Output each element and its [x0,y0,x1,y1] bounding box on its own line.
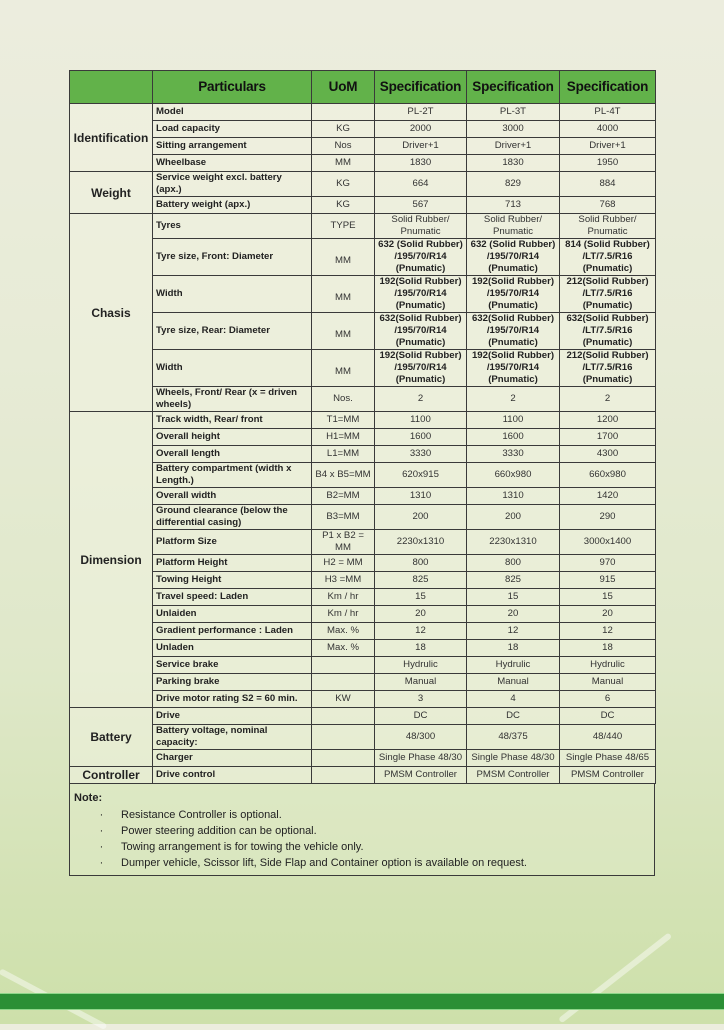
unit-of-measure: MM [312,313,375,350]
spec-value-1: 1830 [375,155,467,172]
parameter-name: Battery compartment (width x Length.) [153,463,312,488]
unit-of-measure: Km / hr [312,606,375,623]
table-row [70,750,656,767]
spec-value-1: 12 [375,623,467,640]
bullet-icon: · [99,857,104,869]
parameter-name: Tyre size, Rear: Diameter [153,313,312,350]
unit-of-measure: KG [312,172,375,197]
spec-value-3: PMSM Controller [560,767,656,784]
spec-value-1: 1310 [375,488,467,505]
table-row [70,623,656,640]
spec-value-2: 3000 [467,121,560,138]
header-spec-1: Specification [375,71,467,104]
table-body [70,104,656,784]
spec-value-1: 664 [375,172,467,197]
parameter-name: Model [153,104,312,121]
unit-of-measure: Nos. [312,387,375,412]
unit-of-measure: L1=MM [312,446,375,463]
spec-value-1: 15 [375,589,467,606]
spec-value-2: 632 (Solid Rubber) /195/70/R14 (Pnumatic) [467,239,560,276]
header-particulars: Particulars [153,71,312,104]
unit-of-measure: P1 x B2 = MM [312,530,375,555]
spec-value-1: 200 [375,505,467,530]
bullet-icon: · [99,809,104,821]
table-row [70,463,656,488]
unit-of-measure: Nos [312,138,375,155]
table-row [70,214,656,239]
spec-value-1: Driver+1 [375,138,467,155]
parameter-name: Sitting arrangement [153,138,312,155]
table-row [70,606,656,623]
unit-of-measure: B3=MM [312,505,375,530]
unit-of-measure [312,708,375,725]
spec-value-3: 884 [560,172,656,197]
spec-value-3: 290 [560,505,656,530]
spec-value-2: Single Phase 48/30 [467,750,560,767]
table-row [70,197,656,214]
table-row [70,121,656,138]
spec-value-1: 1600 [375,429,467,446]
header-spec-2: Specification [467,71,560,104]
unit-of-measure: H1=MM [312,429,375,446]
spec-value-3: DC [560,708,656,725]
unit-of-measure: MM [312,155,375,172]
spec-value-3: 4000 [560,121,656,138]
group-label: Identification [70,104,153,172]
spec-value-1: 1100 [375,412,467,429]
unit-of-measure [312,674,375,691]
unit-of-measure: TYPE [312,214,375,239]
spec-value-2: 1830 [467,155,560,172]
spec-value-2: PMSM Controller [467,767,560,784]
spec-value-2: 200 [467,505,560,530]
spec-value-1: Manual [375,674,467,691]
unit-of-measure: MM [312,239,375,276]
spec-value-1: PMSM Controller [375,767,467,784]
spec-value-3: 660x980 [560,463,656,488]
spec-value-1: DC [375,708,467,725]
spec-value-3: 4300 [560,446,656,463]
spec-value-3: Driver+1 [560,138,656,155]
table-row [70,446,656,463]
header-group [70,71,153,104]
unit-of-measure [312,767,375,784]
table-row [70,412,656,429]
spec-value-3: 212(Solid Rubber) /LT/7.5/R16 (Pnumatic) [560,350,656,387]
spec-value-3: 970 [560,555,656,572]
note-section [69,784,655,876]
parameter-name: Battery weight (apx.) [153,197,312,214]
spec-value-2: 1310 [467,488,560,505]
parameter-name: Parking brake [153,674,312,691]
spec-value-3: Hydrulic [560,657,656,674]
parameter-name: Ground clearance (below the differential casing) [153,505,312,530]
spec-value-2: 3330 [467,446,560,463]
group-label: Battery [70,708,153,767]
spec-value-2: 4 [467,691,560,708]
spec-value-3: 1700 [560,429,656,446]
parameter-name: Width [153,350,312,387]
spec-value-2: 2 [467,387,560,412]
footer-green-band [0,993,724,1010]
table-row [70,276,656,313]
unit-of-measure: Km / hr [312,589,375,606]
spec-value-2: 48/375 [467,725,560,750]
spec-value-2: 829 [467,172,560,197]
spec-value-1: 3 [375,691,467,708]
table-row [70,530,656,555]
spec-value-3: Single Phase 48/65 [560,750,656,767]
table-row [70,555,656,572]
table-row [70,708,656,725]
unit-of-measure: T1=MM [312,412,375,429]
table-row [70,313,656,350]
spec-value-2: Hydrulic [467,657,560,674]
header-spec-3: Specification [560,71,656,104]
parameter-name: Travel speed: Laden [153,589,312,606]
table-row [70,155,656,172]
parameter-name: Track width, Rear/ front [153,412,312,429]
header-uom: UoM [312,71,375,104]
unit-of-measure: H3 =MM [312,572,375,589]
spec-value-2: Driver+1 [467,138,560,155]
table-row [70,725,656,750]
unit-of-measure: B4 x B5=MM [312,463,375,488]
parameter-name: Unlaiden [153,606,312,623]
parameter-name: Unladen [153,640,312,657]
spec-value-2: Solid Rubber/ Pnumatic [467,214,560,239]
table-row [70,589,656,606]
spec-value-2: Manual [467,674,560,691]
unit-of-measure: Max. % [312,640,375,657]
spec-value-1: 825 [375,572,467,589]
spec-value-2: 192(Solid Rubber) /195/70/R14 (Pnumatic) [467,350,560,387]
parameter-name: Overall width [153,488,312,505]
parameter-name: Overall height [153,429,312,446]
table-row [70,104,656,121]
unit-of-measure: B2=MM [312,488,375,505]
spec-value-3: 12 [560,623,656,640]
parameter-name: Wheels, Front/ Rear (x = driven wheels) [153,387,312,412]
table-row [70,572,656,589]
unit-of-measure: KW [312,691,375,708]
spec-value-1: 192(Solid Rubber) /195/70/R14 (Pnumatic) [375,276,467,313]
spec-value-1: 18 [375,640,467,657]
parameter-name: Load capacity [153,121,312,138]
spec-value-1: 2000 [375,121,467,138]
spec-value-3: Manual [560,674,656,691]
unit-of-measure [312,657,375,674]
spec-value-1: PL-2T [375,104,467,121]
spec-value-3: 2 [560,387,656,412]
table-row [70,691,656,708]
parameter-name: Tyre size, Front: Diameter [153,239,312,276]
bullet-icon: · [99,825,104,837]
spec-value-1: 800 [375,555,467,572]
spec-value-3: 814 (Solid Rubber) /LT/7.5/R16 (Pnumatic) [560,239,656,276]
group-label: Controller [70,767,153,784]
spec-value-1: Single Phase 48/30 [375,750,467,767]
spec-sheet [69,70,655,876]
note-text: Dumper vehicle, Scissor lift, Side Flap and Container option is available on request. [121,857,527,869]
spec-value-1: 20 [375,606,467,623]
unit-of-measure: H2 = MM [312,555,375,572]
spec-value-1: Solid Rubber/ Pnumatic [375,214,467,239]
unit-of-measure: Max. % [312,623,375,640]
table-row [70,674,656,691]
note-text: Resistance Controller is optional. [121,809,282,821]
spec-value-1: 2 [375,387,467,412]
parameter-name: Drive [153,708,312,725]
spec-value-3: 48/440 [560,725,656,750]
spec-value-2: 800 [467,555,560,572]
spec-value-2: 632(Solid Rubber) /195/70/R14 (Pnumatic) [467,313,560,350]
spec-value-2: 12 [467,623,560,640]
note-item [70,807,654,823]
note-text: Towing arrangement is for towing the vehicle only. [121,841,364,853]
parameter-name: Charger [153,750,312,767]
spec-value-3: 1950 [560,155,656,172]
parameter-name: Platform Height [153,555,312,572]
unit-of-measure: MM [312,276,375,313]
spec-value-2: 1600 [467,429,560,446]
bullet-icon: · [99,841,104,853]
table-row [70,488,656,505]
spec-value-3: 632(Solid Rubber) /LT/7.5/R16 (Pnumatic) [560,313,656,350]
spec-value-3: 915 [560,572,656,589]
table-row [70,172,656,197]
parameter-name: Drive control [153,767,312,784]
table-row [70,640,656,657]
table-row [70,767,656,784]
table-row [70,138,656,155]
spec-value-2: 192(Solid Rubber) /195/70/R14 (Pnumatic) [467,276,560,313]
note-text: Power steering addition can be optional. [121,825,317,837]
spec-value-3: 1420 [560,488,656,505]
table-row [70,429,656,446]
table-row [70,387,656,412]
unit-of-measure: KG [312,197,375,214]
spec-value-3: 20 [560,606,656,623]
note-title: Note: [74,792,103,804]
parameter-name: Overall length [153,446,312,463]
spec-value-1: 567 [375,197,467,214]
spec-value-3: Solid Rubber/ Pnumatic [560,214,656,239]
spec-value-3: 18 [560,640,656,657]
table-row [70,350,656,387]
spec-value-2: 2230x1310 [467,530,560,555]
spec-value-1: 632 (Solid Rubber) /195/70/R14 (Pnumatic) [375,239,467,276]
note-item [70,855,654,871]
parameter-name: Gradient performance : Laden [153,623,312,640]
spec-value-1: Hydrulic [375,657,467,674]
unit-of-measure [312,725,375,750]
unit-of-measure [312,750,375,767]
group-label: Weight [70,172,153,214]
spec-value-2: 713 [467,197,560,214]
spec-value-2: DC [467,708,560,725]
parameter-name: Tyres [153,214,312,239]
spec-value-3: 212(Solid Rubber) /LT/7.5/R16 (Pnumatic) [560,276,656,313]
spec-value-3: 3000x1400 [560,530,656,555]
table-row [70,239,656,276]
parameter-name: Drive motor rating S2 = 60 min. [153,691,312,708]
unit-of-measure: MM [312,350,375,387]
table-row [70,657,656,674]
spec-value-3: 1200 [560,412,656,429]
parameter-name: Towing Height [153,572,312,589]
spec-value-1: 2230x1310 [375,530,467,555]
spec-value-2: PL-3T [467,104,560,121]
spec-value-3: 768 [560,197,656,214]
unit-of-measure [312,104,375,121]
specification-table [69,70,656,784]
spec-value-3: 6 [560,691,656,708]
group-label: Dimension [70,412,153,708]
spec-value-2: 20 [467,606,560,623]
spec-value-1: 192(Solid Rubber) /195/70/R14 (Pnumatic) [375,350,467,387]
parameter-name: Service brake [153,657,312,674]
parameter-name: Service weight excl. battery (apx.) [153,172,312,197]
unit-of-measure: KG [312,121,375,138]
parameter-name: Width [153,276,312,313]
spec-value-2: 660x980 [467,463,560,488]
spec-value-2: 18 [467,640,560,657]
table-header-row [70,71,656,104]
table-row [70,505,656,530]
note-item [70,839,654,855]
parameter-name: Battery voltage, nominal capacity: [153,725,312,750]
parameter-name: Wheelbase [153,155,312,172]
spec-value-2: 15 [467,589,560,606]
spec-value-3: PL-4T [560,104,656,121]
spec-value-1: 632(Solid Rubber) /195/70/R14 (Pnumatic) [375,313,467,350]
note-item [70,823,654,839]
spec-value-1: 3330 [375,446,467,463]
spec-value-3: 15 [560,589,656,606]
spec-value-1: 48/300 [375,725,467,750]
spec-value-2: 1100 [467,412,560,429]
spec-value-1: 620x915 [375,463,467,488]
spec-value-2: 825 [467,572,560,589]
parameter-name: Platform Size [153,530,312,555]
group-label: Chasis [70,214,153,412]
